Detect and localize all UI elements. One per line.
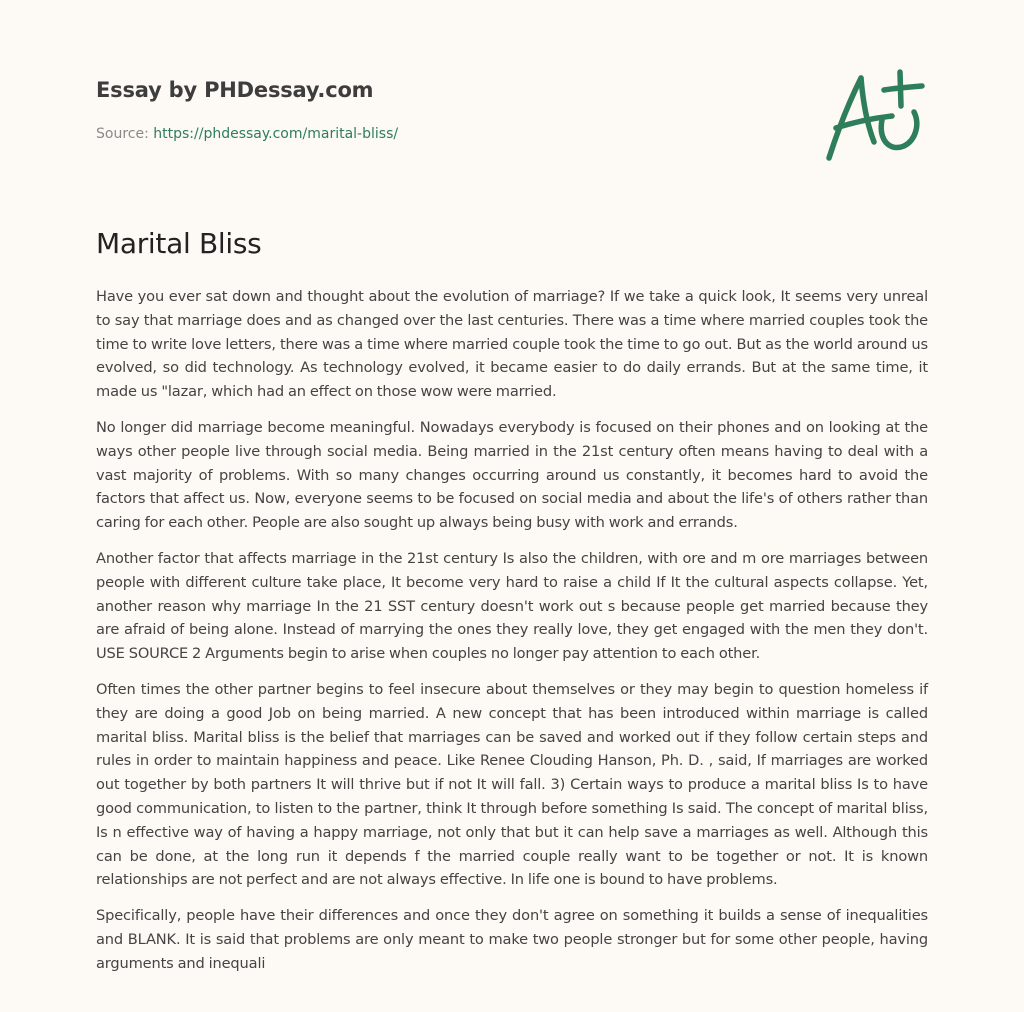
essay-paragraph: Often times the other partner begins to feel insecure about themselves or they may begin to question homeless if they are doing a good Job on being married. A new concept that has been introduced within marriage is called marital bliss. Marital bliss is the belief that marriages can be saved and worked out if they follow certain steps and rules in order to maintain happiness and peace. Like Renee Clouding Hanson, Ph. D. , said, If marriages are worked out together by both partners It will thrive but if not It will fall. 3) Certain ways to produce a marital bliss Is to have good communication, to listen to the partner, think It through before something Is said. The concept of marital bliss, Is n effective way of having a happy marriage, not only that but it can help save a marriages as well. Although this can be done, at the long run it depends f the married couple really want to be together or not. It is known relationships are not perfect and are not always effective. In life one is bound to have problems. [96,680,928,889]
source-line [96,124,696,144]
source-link[interactable]: https://phdessay.com/marital-bliss/ [153,126,399,142]
essay-paragraph: Have you ever sat down and thought about the evolution of marriage? If we take a quick look, It seems very unreal to say that marriage does and as changed over the last centuries. There was a time where married couples took the time to write love letters, there was a time where married couple took the time to go out. But as the world around us evolved, so did technology. As technology evolved, it became easier to do daily errands. But at the same time, it made us "lazar, which had an effect on those wow were married. [96,288,928,401]
site-brand: Essay by PHDessay.com [96,78,374,102]
a-plus-grade-icon [822,66,926,164]
essay-title: Marital Bliss [96,227,262,260]
essay-paragraph: Specifically, people have their differences and once they don't agree on something it builds a sense of inequalities and BLANK. It is said that problems are only meant to make two people stronger but for some other people, having arguments and inequali [96,907,928,972]
essay-header [96,76,696,144]
essay-paragraph: No longer did marriage become meaningful. Nowadays everybody is focused on their phones and on looking at the ways other people live through social media. Being married in the 21st century often means having to deal with a vast majority of problems. With so many changes occurring around us constantly, it becomes hard to avoid the factors that affect us. Now, everyone seems to be focused on social media and about the life's of others rather than caring for each other. People are also sought up always being busy with work and errands. [96,418,928,532]
essay-body [96,285,928,988]
essay-paragraph: Another factor that affects marriage in the 21st century Is also the children, with ore and m ore marriages between people with different culture take place, It become very hard to raise a child If It the cultural aspects collapse. Yet, another reason why marriage In the 21 SST century doesn't work out s because people get married because they are afraid of being alone. Instead of marrying the ones they really love, they get engaged with the men they don't. USE SOURCE 2 Arguments begin to arise when couples no longer pay attention to each other. [96,549,928,663]
source-label: Source: [96,126,149,142]
